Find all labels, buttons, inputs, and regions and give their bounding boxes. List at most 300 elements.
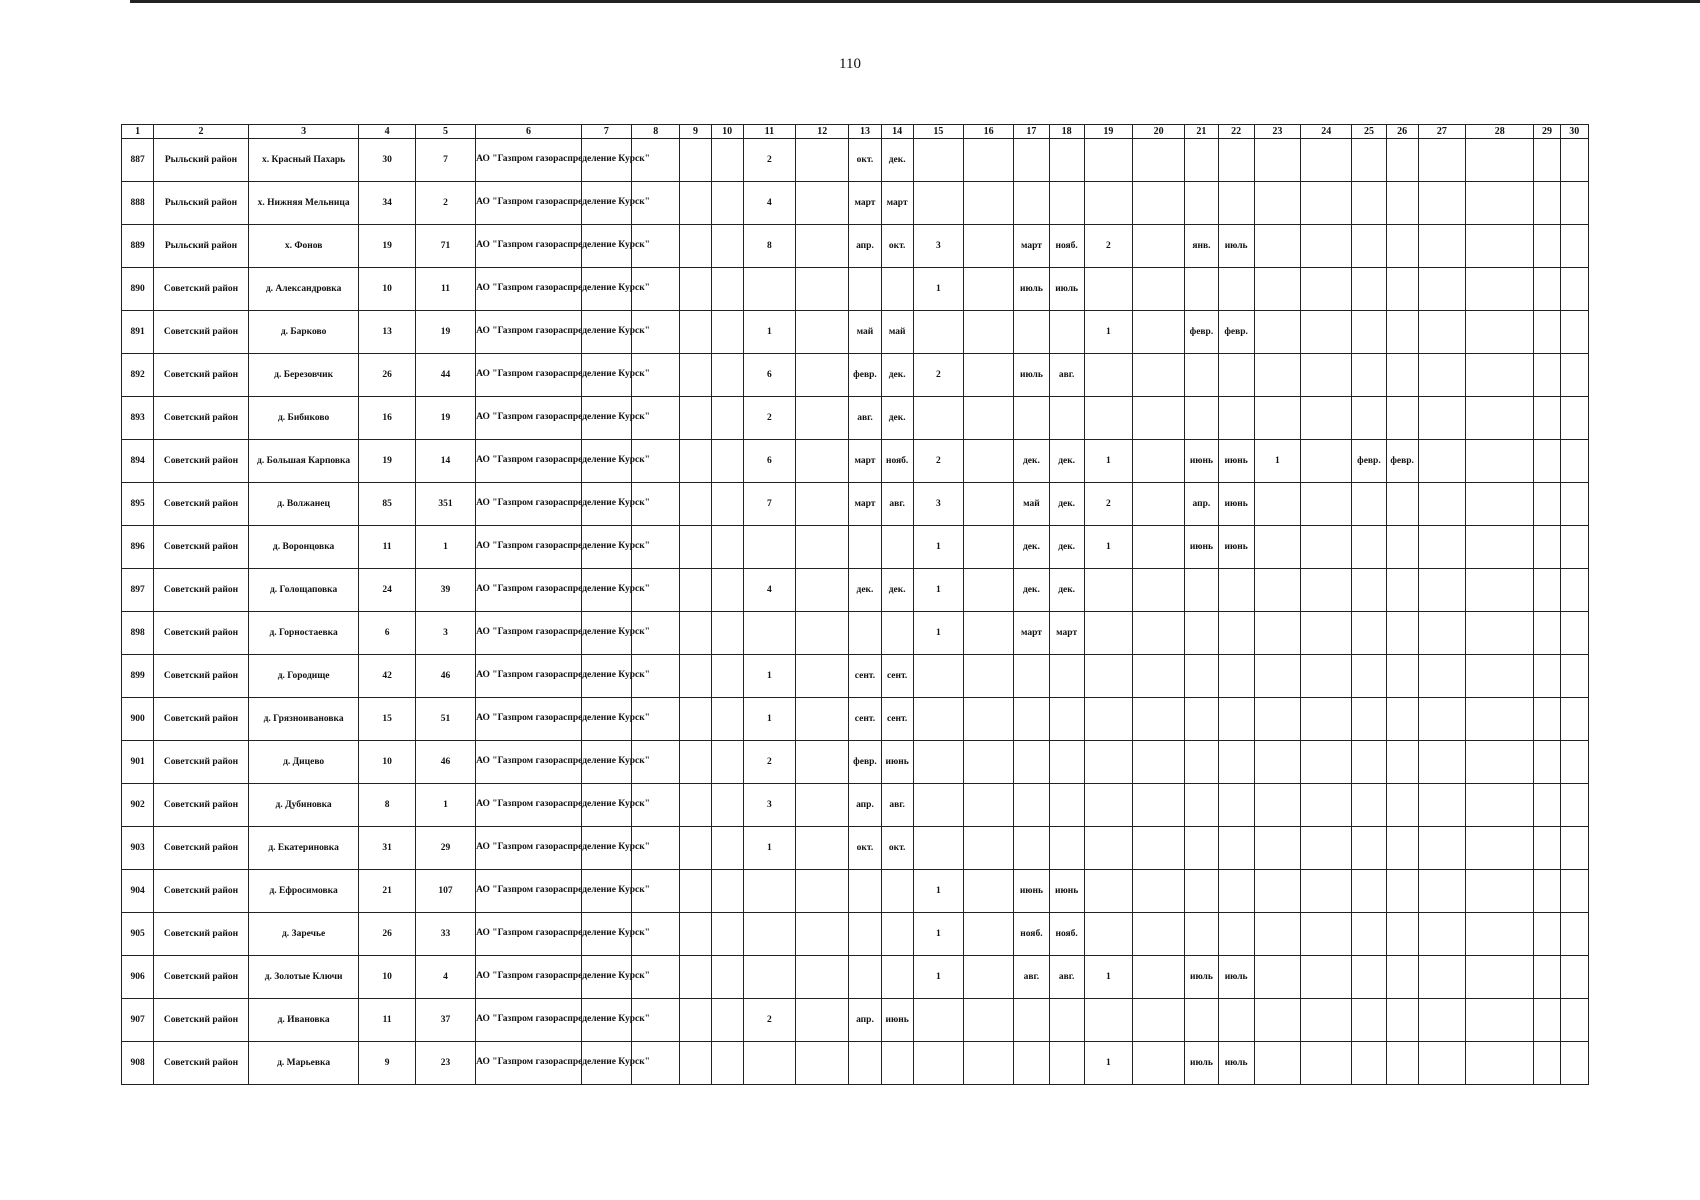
table-cell: март bbox=[1049, 612, 1084, 655]
table-cell: окт. bbox=[881, 827, 913, 870]
table-cell: Советский район bbox=[154, 784, 249, 827]
table-cell bbox=[1133, 569, 1185, 612]
table-cell bbox=[1418, 913, 1465, 956]
table-cell: июль bbox=[1218, 1042, 1254, 1085]
table-cell bbox=[1254, 999, 1300, 1042]
table-cell: АО "Газпром газораспределение Курск" bbox=[476, 913, 582, 956]
table-cell: АО "Газпром газораспределение Курск" bbox=[476, 827, 582, 870]
column-header-11: 11 bbox=[743, 125, 795, 139]
table-cell: 24 bbox=[359, 569, 415, 612]
column-header-24: 24 bbox=[1301, 125, 1352, 139]
table-cell: 1 bbox=[743, 655, 795, 698]
table-cell bbox=[1418, 483, 1465, 526]
table-cell: июль bbox=[1185, 1042, 1218, 1085]
table-cell bbox=[964, 483, 1014, 526]
table-cell: 902 bbox=[122, 784, 154, 827]
table-cell: Советский район bbox=[154, 698, 249, 741]
table-cell: 1 bbox=[1084, 956, 1132, 999]
table-cell bbox=[1185, 182, 1218, 225]
table-cell bbox=[1301, 1042, 1352, 1085]
table-cell bbox=[1254, 698, 1300, 741]
table-cell bbox=[1254, 225, 1300, 268]
table-cell: дек. bbox=[1049, 440, 1084, 483]
table-cell: АО "Газпром газораспределение Курск" bbox=[476, 526, 582, 569]
table-cell bbox=[1185, 698, 1218, 741]
table-cell: июнь bbox=[1185, 440, 1218, 483]
table-cell: июнь bbox=[881, 999, 913, 1042]
table-cell: Советский район bbox=[154, 870, 249, 913]
table-cell bbox=[1466, 612, 1534, 655]
table-cell bbox=[1133, 655, 1185, 698]
table-cell bbox=[1049, 139, 1084, 182]
table-cell: 11 bbox=[359, 999, 415, 1042]
table-cell bbox=[1560, 784, 1588, 827]
table-cell bbox=[680, 1042, 711, 1085]
table-cell bbox=[1560, 569, 1588, 612]
table-cell bbox=[711, 225, 743, 268]
table-cell bbox=[964, 913, 1014, 956]
table-cell bbox=[796, 440, 849, 483]
table-cell bbox=[796, 526, 849, 569]
table-cell bbox=[1466, 225, 1534, 268]
table-cell bbox=[711, 311, 743, 354]
table-cell bbox=[881, 870, 913, 913]
table-cell bbox=[711, 483, 743, 526]
table-cell bbox=[1084, 655, 1132, 698]
table-cell: 892 bbox=[122, 354, 154, 397]
table-cell: апр. bbox=[1185, 483, 1218, 526]
table-cell bbox=[1254, 741, 1300, 784]
table-cell bbox=[1534, 870, 1560, 913]
table-cell bbox=[881, 526, 913, 569]
table-cell: АО "Газпром газораспределение Курск" bbox=[476, 225, 582, 268]
table-cell bbox=[1133, 999, 1185, 1042]
table-cell: июнь bbox=[1218, 483, 1254, 526]
table-cell: 44 bbox=[415, 354, 475, 397]
table-cell: 1 bbox=[913, 913, 963, 956]
table-cell bbox=[796, 1042, 849, 1085]
table-cell bbox=[1560, 139, 1588, 182]
table-cell bbox=[796, 913, 849, 956]
table-cell bbox=[680, 225, 711, 268]
table-cell bbox=[1560, 655, 1588, 698]
table-cell bbox=[796, 655, 849, 698]
table-cell bbox=[1133, 612, 1185, 655]
table-cell bbox=[1560, 182, 1588, 225]
table-cell: 9 bbox=[359, 1042, 415, 1085]
table-cell: 2 bbox=[415, 182, 475, 225]
table-cell bbox=[1466, 698, 1534, 741]
table-row bbox=[122, 612, 1589, 655]
table-cell bbox=[1466, 397, 1534, 440]
table-cell bbox=[1534, 913, 1560, 956]
table-cell bbox=[1466, 182, 1534, 225]
table-cell bbox=[743, 956, 795, 999]
table-cell bbox=[1466, 956, 1534, 999]
table-cell bbox=[796, 397, 849, 440]
table-cell bbox=[1534, 827, 1560, 870]
table-cell: 85 bbox=[359, 483, 415, 526]
table-cell: 1 bbox=[743, 698, 795, 741]
table-cell bbox=[1352, 225, 1386, 268]
table-cell: 1 bbox=[913, 612, 963, 655]
table-cell bbox=[1352, 268, 1386, 311]
table-cell bbox=[1534, 483, 1560, 526]
table-cell bbox=[796, 182, 849, 225]
table-cell bbox=[1560, 268, 1588, 311]
table-cell: х. Фонов bbox=[248, 225, 359, 268]
table-cell bbox=[1466, 655, 1534, 698]
table-cell bbox=[964, 698, 1014, 741]
table-cell: 6 bbox=[359, 612, 415, 655]
table-cell: АО "Газпром газораспределение Курск" bbox=[476, 612, 582, 655]
table-cell bbox=[1084, 139, 1132, 182]
table-cell bbox=[1534, 999, 1560, 1042]
table-cell bbox=[1133, 913, 1185, 956]
table-cell: д. Горностаевка bbox=[248, 612, 359, 655]
table-cell bbox=[796, 268, 849, 311]
table-cell: Советский район bbox=[154, 526, 249, 569]
table-cell bbox=[1352, 698, 1386, 741]
table-cell bbox=[1352, 397, 1386, 440]
table-cell bbox=[1049, 1042, 1084, 1085]
table-row bbox=[122, 1042, 1589, 1085]
table-row bbox=[122, 956, 1589, 999]
table-cell: февр. bbox=[849, 741, 881, 784]
table-row bbox=[122, 870, 1589, 913]
table-cell: 19 bbox=[415, 397, 475, 440]
table-cell bbox=[964, 440, 1014, 483]
table-cell bbox=[1301, 655, 1352, 698]
table-cell: Советский район bbox=[154, 913, 249, 956]
table-cell bbox=[913, 784, 963, 827]
table-cell: АО "Газпром газораспределение Курск" bbox=[476, 569, 582, 612]
table-cell bbox=[964, 354, 1014, 397]
column-header-7: 7 bbox=[581, 125, 631, 139]
table-cell: Советский район bbox=[154, 655, 249, 698]
table-cell: апр. bbox=[849, 784, 881, 827]
table-cell: 897 bbox=[122, 569, 154, 612]
column-header-2: 2 bbox=[154, 125, 249, 139]
column-header-27: 27 bbox=[1418, 125, 1465, 139]
table-cell bbox=[1301, 526, 1352, 569]
table-cell bbox=[964, 139, 1014, 182]
table-cell bbox=[1560, 956, 1588, 999]
table-cell: окт. bbox=[881, 225, 913, 268]
table-cell: д. Ивановка bbox=[248, 999, 359, 1042]
table-cell: 31 bbox=[359, 827, 415, 870]
column-header-18: 18 bbox=[1049, 125, 1084, 139]
table-cell: 2 bbox=[743, 999, 795, 1042]
table-cell: Советский район bbox=[154, 827, 249, 870]
table-cell bbox=[680, 698, 711, 741]
table-cell bbox=[796, 612, 849, 655]
table-cell: нояб. bbox=[1049, 225, 1084, 268]
table-cell bbox=[1352, 741, 1386, 784]
table-cell bbox=[1418, 956, 1465, 999]
table-cell: июнь bbox=[881, 741, 913, 784]
table-cell bbox=[680, 397, 711, 440]
table-cell: 3 bbox=[743, 784, 795, 827]
table-cell bbox=[1254, 483, 1300, 526]
column-header-28: 28 bbox=[1466, 125, 1534, 139]
table-cell: 1 bbox=[913, 268, 963, 311]
table-cell bbox=[1014, 741, 1049, 784]
table-cell bbox=[1352, 139, 1386, 182]
table-cell: Советский район bbox=[154, 354, 249, 397]
table-cell: Советский район bbox=[154, 612, 249, 655]
table-cell: 26 bbox=[359, 913, 415, 956]
column-header-23: 23 bbox=[1254, 125, 1300, 139]
table-cell bbox=[1386, 139, 1418, 182]
table-cell: март bbox=[1014, 612, 1049, 655]
table-row bbox=[122, 526, 1589, 569]
table-cell bbox=[711, 139, 743, 182]
table-cell bbox=[1218, 354, 1254, 397]
table-cell bbox=[743, 1042, 795, 1085]
table-cell: февр. bbox=[1218, 311, 1254, 354]
column-header-19: 19 bbox=[1084, 125, 1132, 139]
table-cell bbox=[680, 913, 711, 956]
table-cell bbox=[1301, 311, 1352, 354]
table-cell bbox=[964, 397, 1014, 440]
table-cell bbox=[1301, 827, 1352, 870]
table-cell bbox=[913, 311, 963, 354]
table-cell bbox=[1418, 182, 1465, 225]
table-cell: д. Бибиково bbox=[248, 397, 359, 440]
table-cell: д. Дицево bbox=[248, 741, 359, 784]
table-row bbox=[122, 440, 1589, 483]
table-cell: сент. bbox=[849, 655, 881, 698]
table-cell bbox=[1084, 784, 1132, 827]
table-cell: АО "Газпром газораспределение Курск" bbox=[476, 139, 582, 182]
table-cell: дек. bbox=[1014, 526, 1049, 569]
table-cell bbox=[711, 827, 743, 870]
table-cell: 1 bbox=[1084, 311, 1132, 354]
table-cell bbox=[1301, 741, 1352, 784]
table-cell bbox=[1352, 784, 1386, 827]
table-cell: д. Заречье bbox=[248, 913, 359, 956]
table-cell: май bbox=[849, 311, 881, 354]
table-cell bbox=[1254, 1042, 1300, 1085]
table-cell: 10 bbox=[359, 741, 415, 784]
table-cell bbox=[743, 268, 795, 311]
table-cell bbox=[1534, 440, 1560, 483]
table-row bbox=[122, 182, 1589, 225]
table-cell bbox=[1418, 569, 1465, 612]
table-cell bbox=[1352, 1042, 1386, 1085]
table-cell: д. Ефросимовка bbox=[248, 870, 359, 913]
table-cell: июль bbox=[1218, 225, 1254, 268]
table-cell bbox=[711, 397, 743, 440]
table-cell: 21 bbox=[359, 870, 415, 913]
page-number: 110 bbox=[839, 56, 861, 72]
table-cell: 8 bbox=[743, 225, 795, 268]
table-cell: март bbox=[849, 440, 881, 483]
table-cell bbox=[680, 483, 711, 526]
table-cell: июль bbox=[1185, 956, 1218, 999]
table-cell bbox=[1466, 483, 1534, 526]
table-cell bbox=[1185, 784, 1218, 827]
table-cell bbox=[1049, 655, 1084, 698]
table-cell bbox=[1133, 483, 1185, 526]
table-cell bbox=[1049, 311, 1084, 354]
table-cell bbox=[964, 956, 1014, 999]
table-cell bbox=[680, 999, 711, 1042]
table-cell bbox=[1352, 311, 1386, 354]
table-cell bbox=[1185, 268, 1218, 311]
table-cell bbox=[711, 913, 743, 956]
table-cell: 3 bbox=[913, 225, 963, 268]
table-cell bbox=[1466, 354, 1534, 397]
table-cell: 1 bbox=[913, 526, 963, 569]
table-cell bbox=[964, 1042, 1014, 1085]
table-cell bbox=[881, 612, 913, 655]
table-cell bbox=[1185, 913, 1218, 956]
table-cell: 351 bbox=[415, 483, 475, 526]
table-cell bbox=[1014, 1042, 1049, 1085]
table-cell bbox=[964, 784, 1014, 827]
table-cell bbox=[1218, 913, 1254, 956]
table-row bbox=[122, 655, 1589, 698]
table-cell bbox=[1418, 1042, 1465, 1085]
table-cell: дек. bbox=[1014, 569, 1049, 612]
table-cell bbox=[711, 870, 743, 913]
table-cell bbox=[1386, 956, 1418, 999]
table-cell bbox=[711, 655, 743, 698]
table-cell bbox=[1254, 182, 1300, 225]
table-cell: дек. bbox=[1049, 569, 1084, 612]
table-cell: июль bbox=[1049, 268, 1084, 311]
table-row bbox=[122, 999, 1589, 1042]
table-cell bbox=[1133, 956, 1185, 999]
table-cell bbox=[881, 913, 913, 956]
table-cell bbox=[1254, 526, 1300, 569]
table-cell bbox=[1254, 397, 1300, 440]
table-cell bbox=[1352, 483, 1386, 526]
table-cell bbox=[1218, 999, 1254, 1042]
table-cell bbox=[680, 956, 711, 999]
table-cell bbox=[1014, 698, 1049, 741]
table-cell bbox=[1084, 999, 1132, 1042]
table-cell: февр. bbox=[849, 354, 881, 397]
table-cell bbox=[796, 784, 849, 827]
table-cell bbox=[1352, 354, 1386, 397]
column-header-3: 3 bbox=[248, 125, 359, 139]
table-cell bbox=[1133, 268, 1185, 311]
table-row bbox=[122, 354, 1589, 397]
table-cell bbox=[743, 612, 795, 655]
table-cell bbox=[796, 827, 849, 870]
table-cell bbox=[1014, 139, 1049, 182]
column-header-12: 12 bbox=[796, 125, 849, 139]
table-cell: июнь bbox=[1049, 870, 1084, 913]
table-cell bbox=[1185, 612, 1218, 655]
table-cell: 898 bbox=[122, 612, 154, 655]
table-cell bbox=[1133, 397, 1185, 440]
table-cell: 107 bbox=[415, 870, 475, 913]
table-cell bbox=[1185, 397, 1218, 440]
table-cell bbox=[1534, 1042, 1560, 1085]
table-row bbox=[122, 698, 1589, 741]
column-header-6: 6 bbox=[476, 125, 582, 139]
table-cell: 1 bbox=[415, 784, 475, 827]
table-cell bbox=[796, 354, 849, 397]
table-cell bbox=[711, 612, 743, 655]
table-cell: АО "Газпром газораспределение Курск" bbox=[476, 956, 582, 999]
table-cell bbox=[680, 311, 711, 354]
table-cell: 11 bbox=[415, 268, 475, 311]
table-cell bbox=[1185, 354, 1218, 397]
table-cell: июль bbox=[1218, 956, 1254, 999]
table-cell bbox=[1084, 182, 1132, 225]
table-cell: 1 bbox=[913, 569, 963, 612]
table-cell bbox=[1418, 526, 1465, 569]
table-cell bbox=[1133, 440, 1185, 483]
table-cell bbox=[711, 741, 743, 784]
table-cell bbox=[796, 139, 849, 182]
table-cell bbox=[1133, 311, 1185, 354]
table-cell bbox=[1418, 225, 1465, 268]
table-cell bbox=[1218, 827, 1254, 870]
column-header-13: 13 bbox=[849, 125, 881, 139]
table-cell bbox=[1352, 569, 1386, 612]
table-cell bbox=[1352, 999, 1386, 1042]
table-row bbox=[122, 784, 1589, 827]
table-cell bbox=[711, 1042, 743, 1085]
table-cell: 1 bbox=[913, 956, 963, 999]
column-header-5: 5 bbox=[415, 125, 475, 139]
table-cell: д. Грязноивановка bbox=[248, 698, 359, 741]
table-cell bbox=[680, 139, 711, 182]
table-cell bbox=[1386, 483, 1418, 526]
table-cell bbox=[1386, 655, 1418, 698]
table-cell: 1 bbox=[743, 311, 795, 354]
table-cell: 16 bbox=[359, 397, 415, 440]
table-cell bbox=[743, 526, 795, 569]
table-cell: д. Золотые Ключи bbox=[248, 956, 359, 999]
table-cell bbox=[1301, 354, 1352, 397]
table-cell bbox=[1049, 827, 1084, 870]
table-cell: 1 bbox=[1254, 440, 1300, 483]
table-cell bbox=[1534, 397, 1560, 440]
table-cell bbox=[849, 956, 881, 999]
table-cell bbox=[1133, 182, 1185, 225]
table-cell: дек. bbox=[849, 569, 881, 612]
table-cell: АО "Газпром газораспределение Курск" bbox=[476, 182, 582, 225]
table-cell bbox=[913, 139, 963, 182]
table-cell bbox=[1185, 139, 1218, 182]
table-cell bbox=[1386, 784, 1418, 827]
table-cell: март bbox=[881, 182, 913, 225]
table-cell bbox=[711, 999, 743, 1042]
table-cell: 2 bbox=[1084, 225, 1132, 268]
table-cell bbox=[1185, 870, 1218, 913]
table-cell: июнь bbox=[1014, 870, 1049, 913]
table-cell bbox=[1133, 526, 1185, 569]
table-cell: 34 bbox=[359, 182, 415, 225]
table-cell bbox=[1534, 526, 1560, 569]
table-cell: 891 bbox=[122, 311, 154, 354]
table-cell bbox=[1560, 827, 1588, 870]
top-border-line bbox=[130, 0, 1700, 3]
table-cell bbox=[1386, 311, 1418, 354]
table-cell bbox=[964, 870, 1014, 913]
table-body bbox=[122, 139, 1589, 1085]
table-row bbox=[122, 139, 1589, 182]
table-cell: авг. bbox=[1049, 956, 1084, 999]
table-cell bbox=[1386, 999, 1418, 1042]
